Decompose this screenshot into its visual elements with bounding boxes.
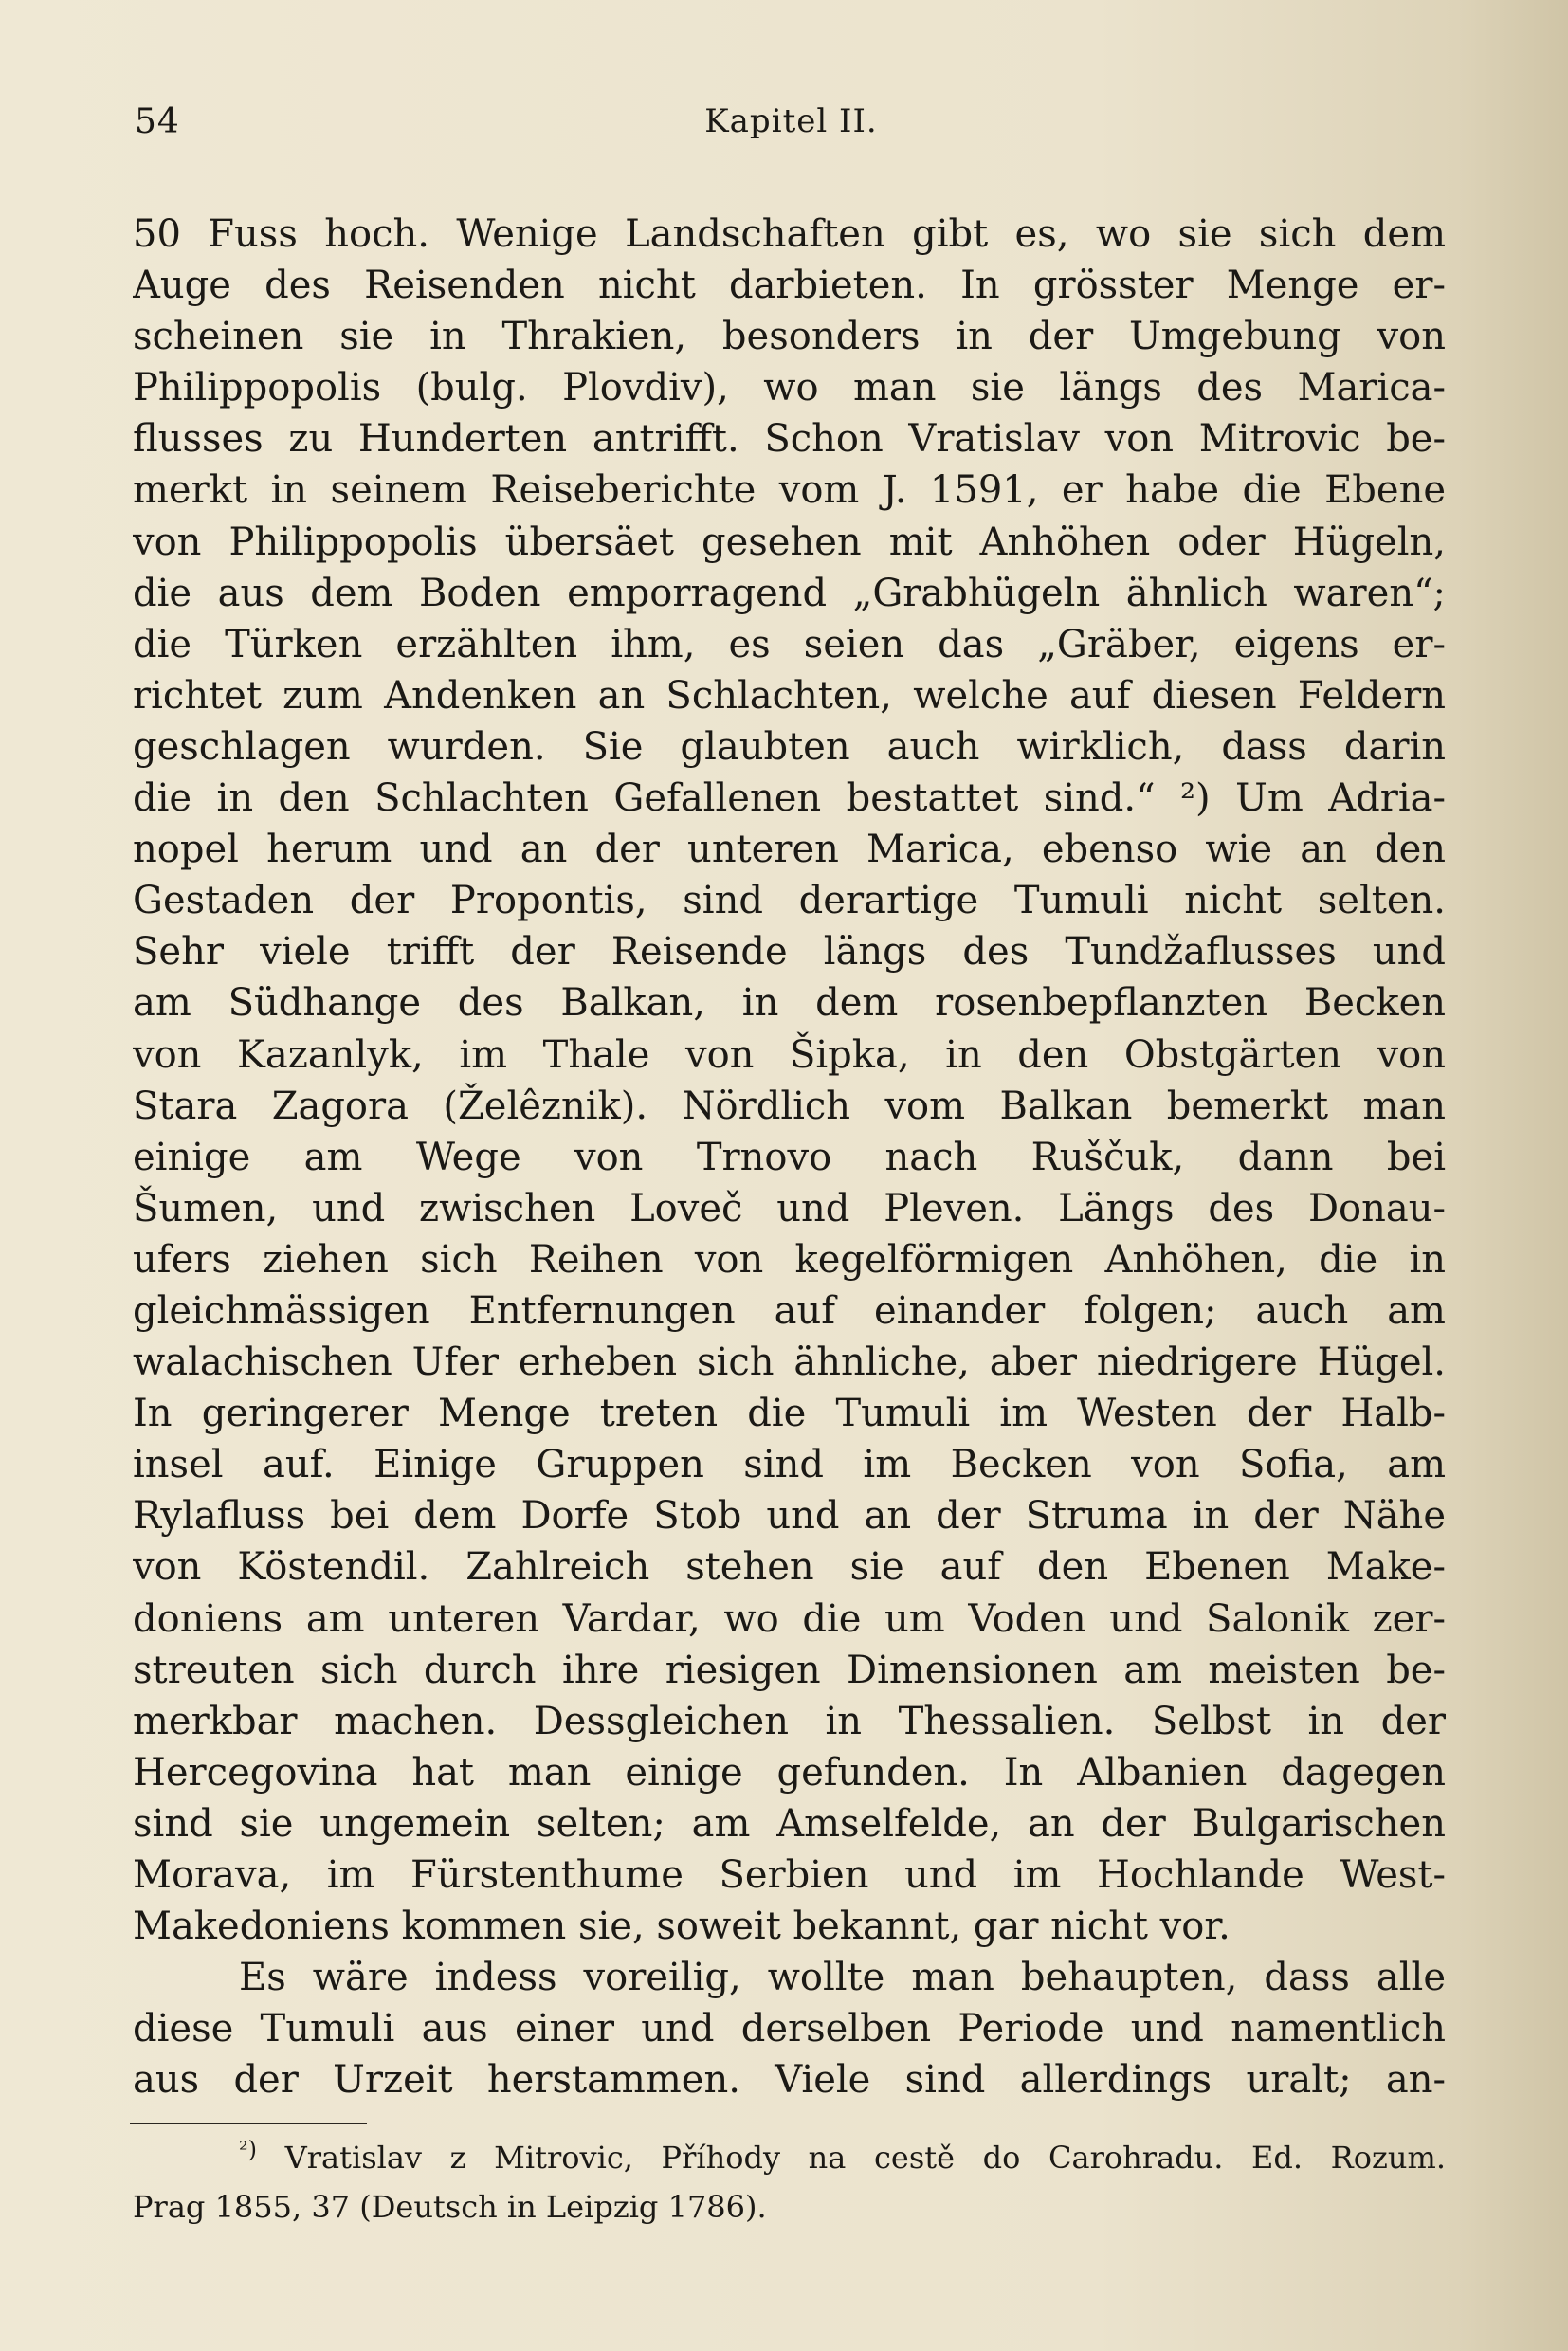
footnote-line: Prag 1855, 37 (Deutsch in Leipzig 1786).	[133, 2189, 767, 2225]
text-line: In geringerer Menge treten die Tumuli im Westen der Halb-	[133, 1392, 1446, 1436]
text-line: von Kazanlyk, im Thale von Šipka, in den Obstgärten von	[133, 1032, 1446, 1077]
text-line: Hercegovina hat man einige gefunden. In Albanien dagegen	[133, 1750, 1446, 1795]
text-line: Stara Zagora (Želêznik). Nördlich vom Balkan bemerkt man	[133, 1084, 1446, 1128]
text-line: richtet zum Andenken an Schlachten, welche auf diesen Feldern	[133, 673, 1446, 718]
text-line: Šumen, und zwischen Loveč und Pleven. Längs des Donau-	[133, 1186, 1446, 1230]
running-head	[135, 102, 1448, 159]
text-line: streuten sich durch ihre riesigen Dimensionen am meisten be-	[133, 1648, 1446, 1692]
text-line: doniens am unteren Vardar, wo die um Voden und Salonik zer-	[133, 1596, 1446, 1641]
text-line: merkt in seinem Reiseberichte vom J. 1591, er habe die Ebene	[133, 468, 1446, 513]
paragraph-start-line: Es wäre indess voreilig, wollte man behaupten, dass alle	[239, 1956, 1446, 2000]
text-line: Morava, im Fürstenthume Serbien und im Hochlande West-	[133, 1853, 1446, 1897]
text-line: aus der Urzeit herstammen. Viele sind allerdings uralt; an-	[133, 2058, 1446, 2103]
text-line: sind sie ungemein selten; am Amselfelde, an der Bulgarischen	[133, 1801, 1446, 1846]
text-line: von Philippopolis übersäet gesehen mit Anhöhen oder Hügeln,	[133, 519, 1446, 564]
text-line: flusses zu Hunderten antrifft. Schon Vratislav von Mitrovic be-	[133, 417, 1446, 462]
text-line: Gestaden der Propontis, sind derartige Tumuli nicht selten.	[133, 879, 1446, 923]
text-line: Philippopolis (bulg. Plovdiv), wo man sie längs des Marica-	[133, 366, 1446, 410]
text-line: die in den Schlachten Gefallenen bestattet sind.“ ²) Um Adria-	[133, 776, 1446, 821]
page-number: 54	[135, 102, 180, 141]
text-line: walachischen Ufer erheben sich ähnliche, aber niedrigere Hügel.	[133, 1340, 1446, 1385]
footnote	[133, 2133, 1446, 2232]
text-line: Makedoniens kommen sie, soweit bekannt, gar nicht vor.	[133, 1904, 1231, 1949]
text-line: die Türken erzählten ihm, es seien das „Gräber, eigens er-	[133, 622, 1446, 666]
footnote-text: Vratislav z Mitrovic, Příhody na cestě do Carohradu. Ed. Rozum.	[284, 2140, 1446, 2176]
text-line: gleichmässigen Entfernungen auf einander folgen; auch am	[133, 1288, 1446, 1333]
text-line: diese Tumuli aus einer und derselben Periode und namentlich	[133, 2007, 1446, 2051]
chapter-title: Kapitel II.	[704, 102, 878, 140]
text-line: insel auf. Einige Gruppen sind im Becken von Sofia, am	[133, 1443, 1446, 1487]
text-line: nopel herum und an der unteren Marica, ebenso wie an den	[133, 828, 1446, 872]
text-line: Rylafluss bei dem Dorfe Stob und an der Struma in der Nähe	[133, 1494, 1446, 1539]
body-text	[133, 209, 1446, 2105]
text-line: einige am Wege von Trnovo nach Ruščuk, dann bei	[133, 1135, 1446, 1179]
text-line: Sehr viele trifft der Reisende längs des Tundžaflusses und	[133, 930, 1446, 975]
footnote-divider	[130, 2123, 367, 2124]
text-line: die aus dem Boden emporragend „Grabhügeln ähnlich waren“;	[133, 571, 1446, 615]
footnote-marker: ²)	[239, 2136, 257, 2163]
text-line: Auge des Reisenden nicht darbieten. In grösster Menge er-	[133, 264, 1446, 308]
text-line: geschlagen wurden. Sie glaubten auch wirklich, dass darin	[133, 724, 1446, 769]
text-line: am Südhange des Balkan, in dem rosenbepflanzten Becken	[133, 981, 1446, 1026]
text-line: merkbar machen. Dessgleichen in Thessalien. Selbst in der	[133, 1699, 1446, 1743]
text-line: 50 Fuss hoch. Wenige Landschaften gibt es, wo sie sich dem	[133, 212, 1446, 256]
footnote-line	[133, 2133, 1446, 2182]
text-line: von Köstendil. Zahlreich stehen sie auf den Ebenen Make-	[133, 1545, 1446, 1590]
text-line: scheinen sie in Thrakien, besonders in der Umgebung von	[133, 315, 1446, 359]
text-line: ufers ziehen sich Reihen von kegelförmigen Anhöhen, die in	[133, 1237, 1446, 1282]
